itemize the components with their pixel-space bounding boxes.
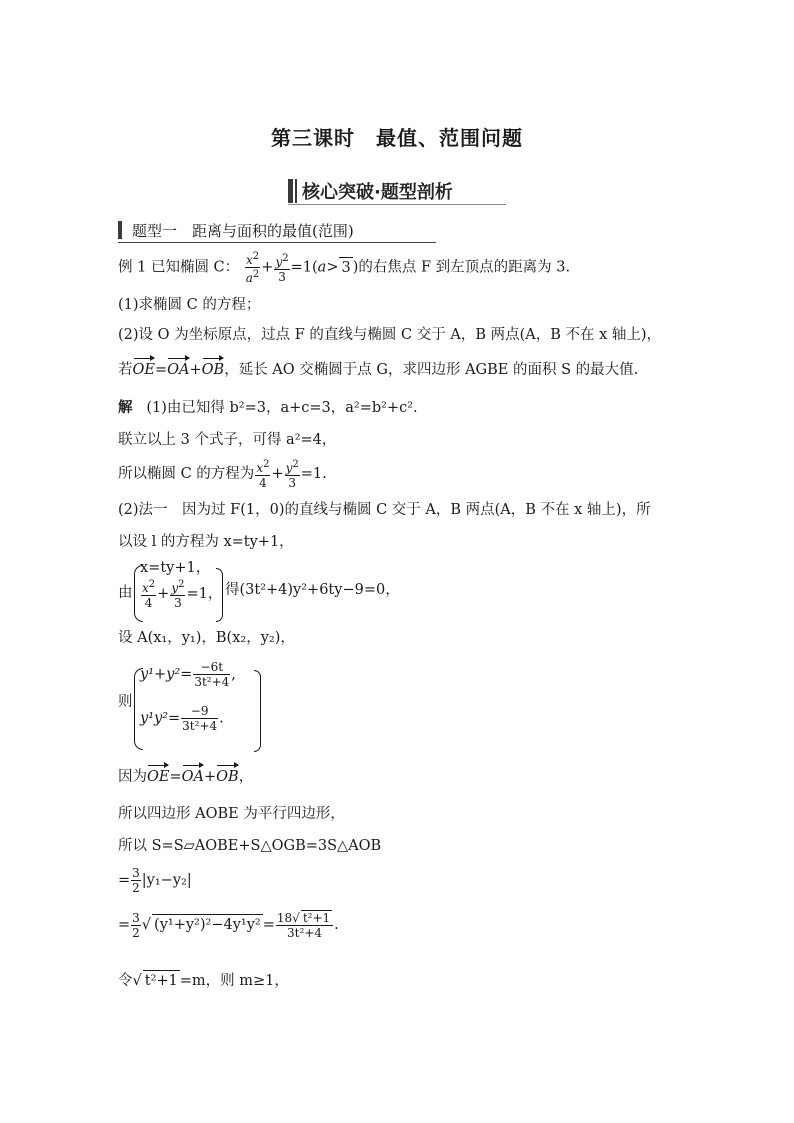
- fraction-3-2-b: $\frac{3}{2}$: [132, 910, 140, 940]
- radical-expression: (y¹+y²)²−4y¹y²: [152, 914, 263, 935]
- solution-line-11: 所以 S=S▱AOBE+S△OGB=3S△AOB: [118, 838, 382, 854]
- system-2-prefix: 则: [118, 694, 133, 710]
- solution-line-5: 以设 l 的方程为 x=ty+1，: [118, 534, 294, 550]
- vector-OB-2: OB: [216, 769, 239, 785]
- vieta-product: y¹y²= $\frac{-9}{\text{3t²+4}}$ .: [140, 704, 224, 733]
- solution-line-4: (2)法一 因为过 F(1，0)的直线与椭圆 C 交于 A，B 两点(A，B 不在 x 轴上)，所: [118, 502, 651, 518]
- fraction-vieta-sum: $\frac{-6t}{\text{3t²+4}}$: [194, 660, 230, 689]
- problem-prefix: 例 1 已知椭圆 C：: [118, 259, 240, 276]
- solution-step-1: (1)由已知得 b²=3，a+c=3，a²=b²+c².: [146, 400, 418, 416]
- topic-text: 题型一 距离与面积的最值(范围): [132, 222, 354, 240]
- part2-prefix: 若: [118, 362, 133, 378]
- system-1-result: 得(3t²+4)y²+6ty−9=0，: [225, 582, 400, 598]
- solution-line-12: = $\frac{3}{2}$ |y₁−y₂|: [118, 866, 192, 895]
- banner-bar-thin-icon: [295, 179, 297, 203]
- fraction-x2-4-sys: $\frac{x^2}{4}$: [142, 579, 156, 610]
- ellipse-eq-suffix: =1.: [300, 466, 327, 482]
- solution-line-3: 所以椭圆 C 的方程为 $\frac{x^2}{4}$ + $\frac{y^2}{3}$ =1.: [118, 459, 327, 490]
- system-1-eq-2-suffix: =1，: [186, 586, 223, 602]
- fraction-x2-a2: $\frac{x^2}{a^2}$: [245, 251, 260, 285]
- banner-bar-icon: [288, 179, 293, 203]
- part2-suffix: ，延长 AO 交椭圆于点 G，求四边形 AGBE 的面积 S 的最大值.: [224, 362, 639, 378]
- section-banner: [288, 176, 506, 206]
- system-1-eq-2: $\frac{x^2}{4}$ + $\frac{y^2}{3}$ =1，: [142, 579, 223, 610]
- solution-line-7: 设 A(x₁，y₁)，B(x₂，y₂)，: [118, 630, 295, 646]
- problem-part-2-line-1: (2)设 O 为坐标原点，过点 F 的直线与椭圆 C 交于 A，B 两点(A，B 不在 x 轴上)，: [118, 327, 662, 343]
- ellipse-eq-prefix: 所以椭圆 C 的方程为: [118, 466, 255, 482]
- fraction-area: $\frac{\text{18√ t²+1}}{\text{3t²+4}}$: [276, 910, 333, 940]
- problem-suffix: 的右焦点 F 到左顶点的距离为 3.: [358, 259, 571, 276]
- vector-OE: OE: [132, 362, 155, 378]
- let-suffix: =m，则 m≥1，: [179, 973, 289, 989]
- banner-text: 核心突破·题型剖析: [302, 182, 453, 203]
- vieta-sum-left: y¹+y²=: [140, 666, 193, 683]
- system-1-eq-1: x=ty+1，: [140, 560, 211, 576]
- fraction-y2-3: $\frac{y^2}{3}$: [275, 252, 289, 284]
- solution-line-1: [118, 398, 418, 418]
- problem-part-2-line-2: 若OE=OA+OB，延长 AO 交椭圆于点 G，求四边形 AGBE 的面积 S 的最大值.: [118, 362, 639, 378]
- fraction-y2-3-sys: $\frac{y^2}{3}$: [171, 579, 185, 610]
- right-brace-2-icon: [254, 670, 261, 752]
- solution-line-2: 联立以上 3 个式子，可得 a²=4，: [118, 432, 337, 448]
- vector-OA: OA: [167, 362, 190, 378]
- solution-line-9: 因为OE=OA+OB，: [118, 769, 254, 785]
- vector-OE-2: OE: [147, 769, 170, 785]
- fraction-vieta-product: $\frac{-9}{\text{3t²+4}}$: [182, 704, 218, 733]
- vieta-product-left: y¹y²=: [140, 710, 181, 727]
- vector-OB: OB: [201, 362, 225, 378]
- fraction-3-2: $\frac{3}{2}$: [132, 866, 140, 895]
- fraction-x2-4: $\frac{x^2}{4}$: [256, 459, 270, 490]
- solution-line-14: 令√ t²+1 =m，则 m≥1，: [118, 970, 289, 991]
- right-brace-icon: [216, 568, 223, 622]
- solution-label: 解: [118, 399, 133, 416]
- abs-diff: |y₁−y₂|: [141, 872, 192, 889]
- problem-part-1: (1)求椭圆 C 的方程；: [118, 297, 261, 313]
- since-prefix: 因为: [118, 769, 147, 785]
- topic-bar-icon: [118, 221, 122, 239]
- solution-line-13: = $\frac{3}{2}$ √ (y¹+y²)²−4y¹y² = $\frac{\text{18√ t²+1}}{\text{3t²+4}}$ .: [118, 910, 339, 940]
- vector-OA-2: OA: [181, 769, 204, 785]
- vieta-sum: y¹+y²= $\frac{-6t}{\text{3t²+4}}$ ,: [140, 660, 236, 689]
- radical-t2-plus-1: t²+1: [143, 970, 180, 991]
- fraction-y2-3b: $\frac{y^2}{3}$: [285, 459, 299, 490]
- page-title: 第三课时 最值、范围问题: [271, 126, 523, 150]
- topic-underline: [118, 242, 436, 243]
- banner-underline: [288, 204, 506, 205]
- problem-line-1: 例 1 已知椭圆 C： $\frac{x^2}{a^2}$ + $\frac{y^2}{3}$ =1(a> 3 )的右焦点 F 到左顶点的距离为 3.: [118, 251, 571, 285]
- solution-line-10: 所以四边形 AOBE 为平行四边形，: [118, 806, 345, 822]
- topic-heading: [118, 218, 436, 242]
- system-1-prefix: 由: [118, 585, 133, 601]
- let-prefix: 令: [118, 973, 133, 989]
